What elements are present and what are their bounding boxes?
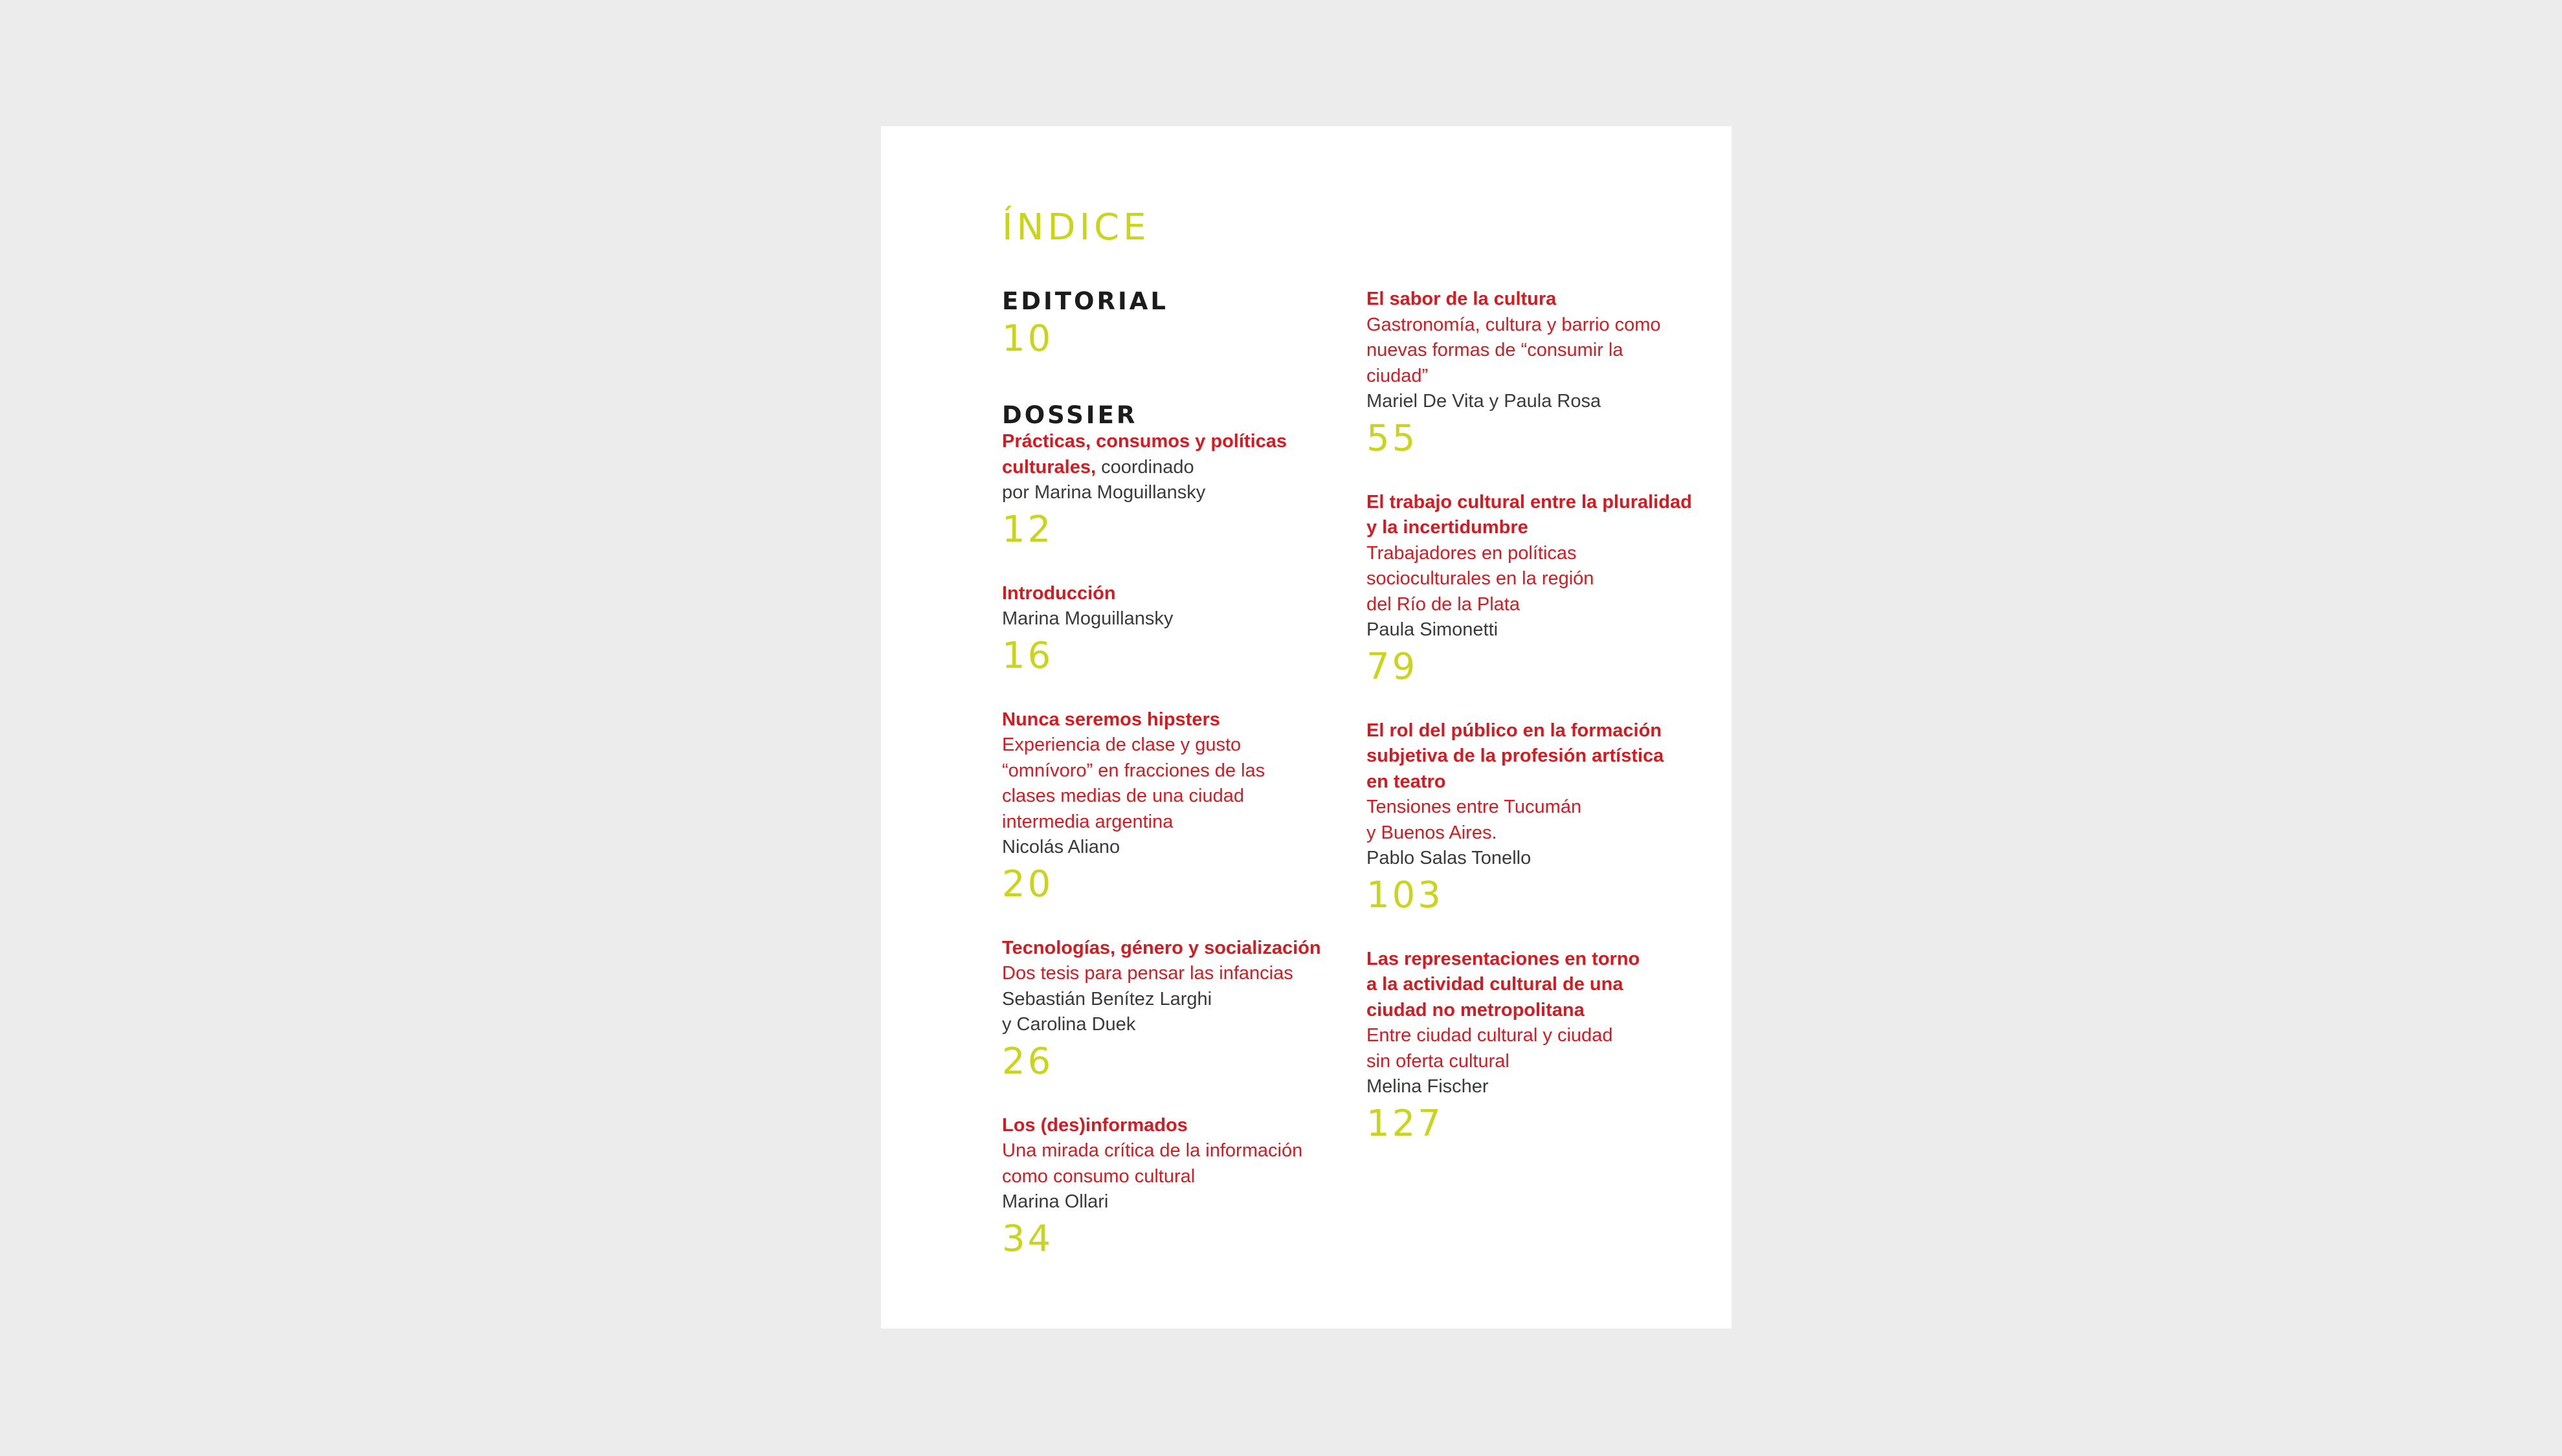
entry-title-line[interactable]: El rol del público en la formación [1366,720,1662,741]
toc-left-column [1002,288,1352,1259]
editorial-heading: EDITORIAL [1002,287,1168,315]
entry-page-number[interactable]: 55 [1366,417,1418,459]
dossier-title-line[interactable]: Prácticas, consumos y políticas [1002,431,1287,452]
entry-author-line: Paula Simonetti [1366,619,1498,640]
document-page [881,126,1732,1329]
entry-title-line[interactable]: Las representaciones en torno [1366,948,1640,969]
entry-spacer [1366,916,1716,947]
entry-subtitle-line: Gastronomía, cultura y barrio como [1366,314,1661,335]
dossier-page-number[interactable]: 12 [1002,508,1054,551]
entry-title-line[interactable]: subjetiva de la profesión artística [1366,745,1664,766]
entry-page-number[interactable]: 79 [1366,645,1418,688]
entry-title-line[interactable]: Introducción [1002,582,1116,604]
editorial-page-number[interactable]: 10 [1002,318,1054,360]
entry-author-line: Marina Moguillansky [1002,608,1174,629]
entry-author-line: Pablo Salas Tonello [1366,848,1532,868]
entry-title-line[interactable]: y la incertidumbre [1366,517,1528,538]
entry-subtitle-line: del Río de la Plata [1366,593,1520,615]
toc-right-column [1366,287,1716,1144]
dossier-coordinator: por Marina Moguillansky [1002,482,1206,503]
editorial-section [1002,288,1352,359]
entry-subtitle-line: como consumo cultural [1002,1165,1196,1187]
entry-page-number[interactable]: 103 [1366,874,1443,916]
entry-author-line: y Carolina Duek [1002,1014,1136,1035]
entry-spacer [1002,905,1352,936]
entry-spacer [1002,1082,1352,1113]
entry-author-line: Mariel De Vita y Paula Rosa [1366,391,1601,412]
entry-spacer [1366,687,1716,718]
entry-page-number[interactable]: 34 [1002,1217,1054,1260]
toc-entry[interactable] [1002,581,1352,676]
entry-page-number[interactable]: 127 [1366,1102,1443,1145]
entry-title-line[interactable]: ciudad no metropolitana [1366,999,1585,1020]
toc-entry[interactable] [1366,947,1716,1144]
entry-page-number[interactable]: 16 [1002,634,1054,677]
dossier-coordinator-note: coordinado [1096,456,1194,478]
entry-subtitle-line: Entre ciudad cultural y ciudad [1366,1025,1613,1046]
toc-entry[interactable] [1002,707,1352,905]
entry-title-line[interactable]: a la actividad cultural de una [1366,974,1623,995]
entry-subtitle-line: Tensiones entre Tucumán [1366,797,1582,817]
right-entries-list [1366,287,1716,1144]
entry-subtitle-line: nuevas formas de “consumir la [1366,340,1623,360]
entry-subtitle-line: ciudad” [1366,365,1429,386]
dossier-title-text[interactable]: culturales, [1002,456,1097,478]
entry-author-line: Marina Ollari [1002,1191,1109,1212]
toc-entry[interactable] [1366,490,1716,687]
entry-author-line: Melina Fischer [1366,1076,1489,1097]
entry-page-number[interactable]: 20 [1002,863,1054,905]
entry-subtitle-line: y Buenos Aires. [1366,822,1497,843]
entry-title-line[interactable]: Nunca seremos hipsters [1002,709,1220,730]
entry-page-number[interactable]: 26 [1002,1040,1054,1083]
entry-title-line[interactable]: Los (des)informados [1002,1114,1188,1136]
entry-spacer [1002,550,1352,581]
entry-spacer [1002,676,1352,707]
entry-subtitle-line: Experiencia de clase y gusto [1002,734,1242,755]
dossier-title-line[interactable] [1002,455,1352,481]
toc-entry[interactable] [1002,936,1352,1082]
entry-subtitle-line: Una mirada crítica de la información [1002,1140,1303,1161]
dossier-heading: DOSSIER [1002,401,1138,429]
entry-author-line: Nicolás Aliano [1002,837,1120,857]
toc-entry[interactable] [1002,1113,1352,1259]
entry-title-line[interactable]: Tecnologías, género y socialización [1002,937,1321,958]
entry-subtitle-line: “omnívoro” en fracciones de las [1002,760,1265,781]
entry-title-line[interactable]: El trabajo cultural entre la pluralidad [1366,491,1692,513]
dossier-section [1002,402,1352,550]
entry-title-line[interactable]: en teatro [1366,771,1446,792]
entry-subtitle-line: sin oferta cultural [1366,1050,1509,1072]
entry-author-line: Sebastián Benítez Larghi [1002,988,1212,1009]
entry-subtitle-line: clases medias de una ciudad [1002,786,1245,806]
left-entries-list [1002,550,1352,1259]
index-title: ÍNDICE [1002,206,1150,248]
entry-subtitle-line: Trabajadores en políticas [1366,542,1577,564]
entry-title-line[interactable]: El sabor de la cultura [1366,289,1557,309]
entry-subtitle-line: socioculturales en la región [1366,568,1594,589]
entry-spacer [1366,459,1716,490]
toc-entry[interactable] [1366,718,1716,916]
entry-subtitle-line: Dos tesis para pensar las infancias [1002,963,1293,984]
entry-subtitle-line: intermedia argentina [1002,811,1174,832]
toc-entry[interactable] [1366,287,1716,459]
